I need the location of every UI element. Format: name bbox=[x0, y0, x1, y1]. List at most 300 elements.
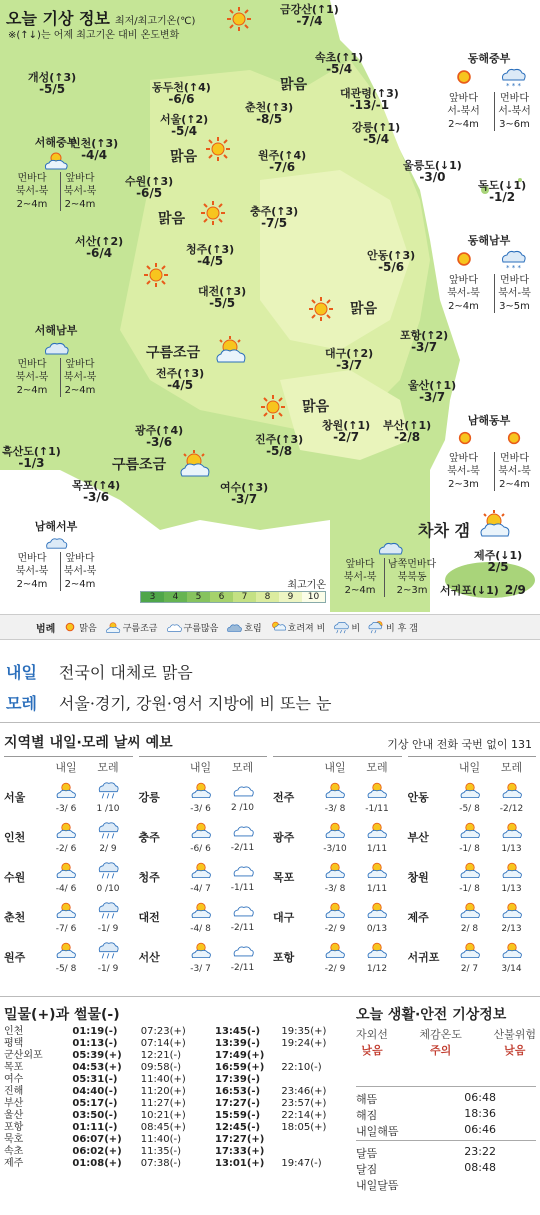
tide-time: 17:39(-) bbox=[214, 1074, 261, 1085]
legend-item: 구름많음 bbox=[166, 621, 219, 634]
forecast-temp-dayafter: 2/ 9 bbox=[99, 844, 117, 854]
forecast-row bbox=[273, 817, 402, 857]
rain-icon bbox=[97, 900, 119, 924]
sea-text: 앞바다 북서-북 2~4m bbox=[60, 358, 97, 397]
city-label: 흑산도(↑1) -1/3 bbox=[2, 445, 61, 470]
partly-cloudy-icon bbox=[190, 900, 212, 924]
forecast-temp-tomorrow: 2/ 8 bbox=[460, 924, 479, 934]
forecast-city: 전주 bbox=[273, 791, 295, 804]
tide-time: 19:24(+) bbox=[281, 1038, 327, 1049]
forecast-temp-tomorrow: -7/ 6 bbox=[55, 924, 77, 934]
city-label: 광주(↑4) -3/6 bbox=[135, 424, 184, 449]
weather-label-clear: 맑음 bbox=[280, 77, 308, 93]
forecast-city: 대전 bbox=[138, 911, 160, 924]
weather-label-clear: 맑음 bbox=[302, 399, 330, 415]
legend-item: 맑음 bbox=[63, 620, 96, 634]
tide-row bbox=[4, 1086, 340, 1098]
forecast-row bbox=[273, 897, 402, 937]
partly-cloudy-icon bbox=[501, 820, 523, 844]
tide-port: 인천 bbox=[4, 1026, 24, 1037]
cloudy-icon bbox=[232, 941, 254, 963]
tide-port: 진해 bbox=[4, 1086, 24, 1097]
overcast-icon bbox=[226, 621, 242, 633]
forecast-city: 원주 bbox=[4, 951, 26, 964]
tide-time: 01:19(-) bbox=[72, 1026, 118, 1037]
cloudy-icon bbox=[377, 538, 403, 556]
city-label: 독도(↓1) -1/2 bbox=[478, 179, 527, 204]
snow-cloud-icon bbox=[500, 248, 526, 272]
tide-time: 01:11(-) bbox=[72, 1122, 118, 1133]
tide-row bbox=[4, 1146, 340, 1158]
forecast-city: 포항 bbox=[273, 951, 295, 964]
forecast-temp-dayafter: 2/13 bbox=[501, 924, 522, 934]
partly-cloudy-icon bbox=[105, 620, 121, 634]
forecast-group bbox=[408, 756, 537, 981]
tide-time: 23:46(+) bbox=[281, 1086, 327, 1097]
forecast-row bbox=[4, 777, 133, 817]
outlook-dayafter-label: 모레 bbox=[6, 694, 37, 713]
rain-icon bbox=[97, 860, 119, 884]
tide-port: 포항 bbox=[4, 1122, 24, 1133]
tide-port: 평택 bbox=[4, 1038, 24, 1049]
forecast-row bbox=[139, 857, 268, 897]
tide-time: 23:57(+) bbox=[281, 1098, 327, 1109]
forecast-city: 목포 bbox=[273, 871, 295, 884]
city-label: 청주(↑3) -4/5 bbox=[186, 243, 235, 268]
legend-title: 범례 bbox=[36, 623, 56, 635]
partly-cloudy-icon bbox=[478, 510, 512, 538]
forecast-row bbox=[139, 937, 268, 977]
tide-time: 11:35(-) bbox=[140, 1146, 181, 1157]
forecast-row bbox=[408, 937, 537, 977]
forecast-temp-dayafter: 1/13 bbox=[501, 844, 522, 854]
tide-time: 06:02(+) bbox=[72, 1146, 122, 1157]
tide-row bbox=[4, 1134, 340, 1146]
city-label: 서산(↑2) -6/4 bbox=[75, 235, 124, 260]
partly-cloudy-icon bbox=[214, 336, 248, 364]
forecast-temp-tomorrow: -1/ 8 bbox=[459, 884, 480, 894]
uv-label: 자외선 bbox=[356, 1028, 388, 1041]
partly-cloudy-icon bbox=[55, 860, 77, 884]
city-label: 여수(↑3) -3/7 bbox=[220, 481, 269, 506]
partly-cloudy-icon bbox=[324, 940, 346, 964]
legend-item: 흐려져 비 bbox=[270, 620, 326, 634]
forecast-row bbox=[4, 897, 133, 937]
fire-value: 낮음 bbox=[504, 1044, 526, 1057]
forecast-grid bbox=[4, 756, 536, 981]
sun-icon bbox=[226, 6, 252, 32]
city-label: 목포(↑4) -3/6 bbox=[72, 479, 121, 504]
forecast-temp-tomorrow: -6/ 6 bbox=[190, 844, 211, 854]
tide-title: 밀물(+)과 썰물(-) bbox=[4, 1007, 120, 1023]
city-label: 진주(↑3) -5/8 bbox=[255, 433, 304, 458]
tide-time: 04:40(-) bbox=[72, 1086, 118, 1097]
forecast-temp-tomorrow: -4/ 6 bbox=[55, 884, 77, 894]
tide-time: 11:40(-) bbox=[140, 1134, 181, 1145]
sun-icon bbox=[260, 394, 286, 420]
tide-port: 제주 bbox=[4, 1158, 24, 1169]
forecast-temp-dayafter: -2/11 bbox=[230, 843, 255, 853]
city-label: 서울(↑2) -5/4 bbox=[160, 113, 209, 138]
forecast-temp-tomorrow: -5/ 8 bbox=[55, 964, 77, 974]
scale-tick: 4 bbox=[164, 592, 187, 602]
tide-port: 묵호 bbox=[4, 1134, 24, 1145]
scale-tick: 10 bbox=[302, 592, 325, 602]
outlook-tomorrow-text: 전국이 대체로 맑음 bbox=[58, 663, 193, 682]
forecast-temp-tomorrow: -5/ 8 bbox=[459, 804, 480, 814]
rain-icon bbox=[333, 620, 349, 634]
sun-icon bbox=[308, 296, 334, 322]
tide-time: 12:45(-) bbox=[214, 1122, 261, 1133]
tide-time: 05:39(+) bbox=[72, 1050, 122, 1061]
forecast-temp-tomorrow: -4/ 8 bbox=[190, 924, 211, 934]
tide-port: 속초 bbox=[4, 1146, 24, 1157]
legend-bar bbox=[0, 614, 540, 640]
partly-cloudy-icon bbox=[324, 900, 346, 924]
sea-forecast: 동해중부 * * * 앞바다 서-북서 2~4m 먼바다 서-북서 3~6m bbox=[447, 52, 531, 130]
tide-port: 울산 bbox=[4, 1110, 24, 1121]
tide-row bbox=[4, 1110, 340, 1122]
forecast-temp-dayafter: 0 /10 bbox=[96, 884, 120, 894]
forecast-temp-dayafter: 1/11 bbox=[366, 844, 388, 854]
temp-unit: 최저/최고기온(℃) bbox=[114, 16, 196, 27]
col-dayafter: 모레 bbox=[97, 761, 119, 774]
city-label: 수원(↑3) -6/5 bbox=[125, 175, 174, 200]
forecast-city: 부산 bbox=[407, 831, 429, 844]
tide-time bbox=[281, 1050, 340, 1062]
partly-cloudy-icon bbox=[366, 820, 388, 844]
forecast-city: 광주 bbox=[273, 831, 295, 844]
forecast-row bbox=[139, 897, 268, 937]
forecast-temp-tomorrow: -3/ 6 bbox=[190, 804, 211, 814]
scale-tick: 6 bbox=[210, 592, 233, 602]
tide-time bbox=[281, 1146, 340, 1158]
forecast-temp-dayafter: 2 /10 bbox=[230, 803, 255, 813]
sun-icon bbox=[454, 428, 476, 448]
forecast-temp-tomorrow: -3/ 8 bbox=[324, 804, 346, 814]
city-label: 안동(↑3) -5/6 bbox=[367, 249, 416, 274]
forecast-temp-dayafter: 1/11 bbox=[366, 884, 388, 894]
partly-cloudy-icon bbox=[55, 780, 77, 804]
forecast-temp-tomorrow: -3/ 7 bbox=[190, 964, 211, 974]
forecast-temp-dayafter: -2/11 bbox=[230, 963, 255, 973]
sun-times: 해뜸 06:48 해짐 18:36 내일해뜸 06:46 bbox=[356, 1086, 536, 1139]
city-label: 부산(↑1) -2/8 bbox=[383, 419, 432, 444]
col-dayafter: 모레 bbox=[366, 761, 388, 774]
tide-port: 목포 bbox=[4, 1062, 24, 1073]
forecast-row bbox=[139, 777, 268, 817]
forecast-city: 춘천 bbox=[4, 911, 26, 924]
cloudy-then-rain-icon bbox=[270, 620, 286, 634]
forecast-temp-tomorrow: 2/ 7 bbox=[460, 964, 479, 974]
tide-time: 19:35(+) bbox=[281, 1026, 327, 1037]
tide-row bbox=[4, 1122, 340, 1134]
city-label: 대관령(↑3) -13/-1 bbox=[340, 87, 399, 112]
city-label: 대구(↑2) -3/7 bbox=[325, 347, 374, 372]
weather-label-partly-cloudy: 구름조금 bbox=[112, 457, 167, 473]
uv-value: 낮음 bbox=[361, 1044, 383, 1057]
partly-cloudy-icon bbox=[366, 900, 388, 924]
tide-time: 12:21(-) bbox=[140, 1050, 181, 1061]
partly-cloudy-icon bbox=[324, 820, 346, 844]
cloudy-icon bbox=[232, 901, 254, 923]
cloudy-icon bbox=[43, 338, 69, 356]
map-header bbox=[6, 6, 195, 29]
scale-tick: 3 bbox=[141, 592, 164, 602]
cloudy-icon bbox=[43, 534, 69, 550]
forecast-row bbox=[139, 817, 268, 857]
col-tomorrow: 내일 bbox=[324, 761, 346, 774]
tide-row bbox=[4, 1050, 340, 1062]
col-dayafter: 모레 bbox=[500, 761, 523, 774]
col-tomorrow: 내일 bbox=[458, 761, 481, 774]
forecast-group bbox=[4, 756, 133, 981]
outlook bbox=[6, 660, 536, 714]
forecast-temp-tomorrow: -2/ 9 bbox=[324, 924, 346, 934]
cloudy-icon bbox=[232, 821, 254, 843]
tide-time: 06:07(+) bbox=[72, 1134, 122, 1145]
forecast-city: 충주 bbox=[138, 831, 160, 844]
partly-cloudy-icon bbox=[459, 940, 481, 964]
moon-times: 달뜸 23:22 달짐 08:48 내일달뜸 bbox=[356, 1140, 536, 1193]
forecast-temp-dayafter: -1/ 9 bbox=[97, 964, 119, 974]
sea-text: 앞바다 서-북서 2~4m bbox=[447, 93, 480, 130]
tide-port: 부산 bbox=[4, 1098, 24, 1109]
city-label: 속초(↑1) -5/4 bbox=[315, 51, 364, 76]
forecast-row bbox=[4, 857, 133, 897]
tide-time: 11:20(+) bbox=[140, 1086, 186, 1097]
scale-tick: 9 bbox=[279, 592, 302, 602]
weather-label-clear: 맑음 bbox=[170, 149, 198, 165]
forecast-temp-tomorrow: -2/ 6 bbox=[55, 844, 77, 854]
tide-time: 16:53(-) bbox=[214, 1086, 261, 1097]
sea-forecast: 남해서부 먼바다 북서-북 2~4m 앞바다 북서-북 2~4m bbox=[15, 520, 97, 590]
sea-text: 먼바다 북서-북 3~5m bbox=[494, 274, 531, 313]
forecast-row bbox=[408, 817, 537, 857]
partly-cloudy-icon bbox=[55, 900, 77, 924]
sun-icon bbox=[453, 248, 475, 270]
forecast-city: 서귀포 bbox=[407, 951, 440, 964]
tide-time: 17:49(+) bbox=[214, 1050, 265, 1061]
tide-row bbox=[4, 1026, 340, 1038]
partly-cloudy-icon bbox=[55, 940, 77, 964]
forecast-city: 강릉 bbox=[138, 791, 160, 804]
forecast-city: 청주 bbox=[138, 871, 160, 884]
forecast-temp-tomorrow: -4/ 7 bbox=[190, 884, 211, 894]
scale-tick: 7 bbox=[233, 592, 256, 602]
tide-time: 17:33(+) bbox=[214, 1146, 265, 1157]
sea-text: 먼바다 북서-북 2~4m bbox=[15, 173, 49, 210]
sun-icon bbox=[63, 620, 77, 634]
col-tomorrow: 내일 bbox=[189, 761, 212, 774]
tide-time: 15:59(-) bbox=[214, 1110, 261, 1121]
sea-forecast: 동해남부 * * * 앞바다 북서-북 2~4m 먼바다 북서-북 3~5m bbox=[447, 234, 531, 312]
sea-text: 앞바다 북서-북 2~4m bbox=[343, 559, 377, 596]
tide-time: 08:45(+) bbox=[140, 1122, 186, 1133]
weather-label-partly-cloudy: 구름조금 bbox=[146, 345, 201, 361]
sea-forecast: 서해남부 먼바다 북서-북 2~4m 앞바다 북서-북 2~4m bbox=[15, 324, 97, 396]
partly-cloudy-icon bbox=[190, 780, 212, 804]
tide-row bbox=[4, 1158, 340, 1170]
sea-text: 앞바다 북서-북 2~4m bbox=[447, 275, 480, 312]
city-label: 인천(↑3) -4/4 bbox=[70, 137, 119, 162]
forecast-temp-dayafter: 1/12 bbox=[366, 964, 388, 974]
tide-row bbox=[4, 1038, 340, 1050]
forecast-temp-dayafter: -1/ 9 bbox=[97, 924, 119, 934]
sea-forecast bbox=[340, 538, 440, 597]
forecast-group bbox=[273, 756, 402, 981]
legend-item: 흐림 bbox=[226, 621, 261, 634]
tide-time: 11:40(+) bbox=[140, 1074, 186, 1085]
rain-then-clear-icon bbox=[368, 620, 384, 634]
tide-time: 18:05(+) bbox=[281, 1122, 327, 1133]
cloudy-icon bbox=[232, 781, 254, 803]
tide-time: 22:14(+) bbox=[281, 1110, 327, 1121]
cloudy-icon bbox=[232, 861, 254, 883]
forecast-phone: 기상 안내 전화 국번 없이 131 bbox=[387, 738, 532, 751]
city-label: 창원(↑1) -2/7 bbox=[322, 419, 371, 444]
sea-text: 앞바다 북서-북 2~4m bbox=[60, 552, 97, 591]
forecast-city: 창원 bbox=[407, 871, 429, 884]
sea-text: 먼바다 서-북서 3~6m bbox=[494, 92, 531, 131]
tide-time: 16:59(+) bbox=[214, 1062, 265, 1073]
scale-tick: 8 bbox=[256, 592, 279, 602]
partly-cloudy-icon bbox=[459, 860, 481, 884]
outlook-dayafter-text: 서울·경기, 강원·영서 지방에 비 또는 눈 bbox=[58, 694, 332, 713]
partly-cloudy-icon bbox=[55, 820, 77, 844]
sun-icon bbox=[453, 66, 475, 88]
tide-time: 13:39(-) bbox=[214, 1038, 261, 1049]
sun-icon bbox=[503, 428, 525, 448]
partly-cloudy-icon bbox=[190, 940, 212, 964]
tide-time: 05:31(-) bbox=[72, 1074, 118, 1085]
city-label: 울산(↑1) -3/7 bbox=[408, 379, 457, 404]
feels-label: 체감온도 bbox=[419, 1028, 462, 1041]
forecast-row bbox=[408, 857, 537, 897]
tide-row bbox=[4, 1098, 340, 1110]
forecast-group bbox=[139, 756, 268, 981]
forecast-temp-dayafter: 1/13 bbox=[501, 884, 522, 894]
forecast-city: 서산 bbox=[138, 951, 160, 964]
sea-text: 먼바다 북서-북 2~4m bbox=[15, 553, 49, 590]
city-label: 동두천(↑4) -6/6 bbox=[152, 81, 211, 106]
partly-cloudy-icon bbox=[501, 860, 523, 884]
tide-time: 17:27(+) bbox=[214, 1134, 265, 1145]
tide-time: 01:13(-) bbox=[72, 1038, 118, 1049]
forecast-temp-tomorrow: -2/ 9 bbox=[324, 964, 346, 974]
city-label: 서귀포(↓1) 2/9 bbox=[440, 583, 526, 597]
life-index bbox=[356, 1026, 536, 1058]
city-label: 포항(↑2) -3/7 bbox=[400, 329, 449, 354]
forecast-row bbox=[4, 937, 133, 977]
partly-cloudy-icon bbox=[178, 450, 212, 478]
col-dayafter: 모레 bbox=[231, 761, 254, 774]
forecast-temp-dayafter: 0/13 bbox=[366, 924, 388, 934]
partly-cloudy-icon bbox=[366, 780, 388, 804]
forecast-city: 서울 bbox=[4, 791, 26, 804]
tide-time: 05:17(-) bbox=[72, 1098, 118, 1109]
sea-text: 먼바다 북서-북 2~4m bbox=[494, 452, 531, 491]
forecast-temp-dayafter: 1 /10 bbox=[96, 804, 120, 814]
rain-icon bbox=[97, 820, 119, 844]
forecast-city: 안동 bbox=[407, 791, 429, 804]
partly-cloudy-icon bbox=[501, 940, 523, 964]
city-label: 개성(↑3) -5/5 bbox=[28, 71, 77, 96]
forecast-city: 수원 bbox=[4, 871, 26, 884]
sea-forecast: 서해중부 먼바다 북서-북 2~4m 앞바다 북서-북 2~4m bbox=[15, 136, 97, 210]
map-note: ※(↑↓)는 어제 최고기온 대비 온도변화 bbox=[8, 30, 180, 41]
partly-cloudy-icon bbox=[366, 940, 388, 964]
forecast-row bbox=[273, 857, 402, 897]
sun-icon bbox=[205, 136, 231, 162]
snow-cloud-icon bbox=[500, 66, 526, 90]
svg-text:* * *: * * * bbox=[505, 264, 521, 272]
partly-cloudy-icon bbox=[366, 860, 388, 884]
tide-time: 07:38(-) bbox=[140, 1158, 181, 1169]
tide-time bbox=[281, 1134, 340, 1146]
tide-time: 07:14(+) bbox=[140, 1038, 186, 1049]
tide-time: 17:27(-) bbox=[214, 1098, 261, 1109]
partly-cloudy-icon bbox=[501, 780, 523, 804]
city-label: 제주(↓1) 2/5 bbox=[474, 549, 523, 574]
city-label: 원주(↑4) -7/6 bbox=[258, 149, 307, 174]
sea-forecast: 남해동부 앞바다 북서-북 2~3m 먼바다 북서-북 2~4m bbox=[447, 414, 531, 490]
fire-label: 산불위험 bbox=[493, 1028, 536, 1041]
partly-cloudy-icon bbox=[43, 150, 69, 170]
scale-label: 최고기온 bbox=[287, 580, 326, 591]
sun-icon bbox=[200, 200, 226, 226]
weather-label-clearing: 차차 갬 bbox=[418, 521, 470, 540]
partly-cloudy-icon bbox=[459, 780, 481, 804]
scale-tick: 5 bbox=[187, 592, 210, 602]
forecast-temp-dayafter: -2/11 bbox=[230, 923, 255, 933]
city-label: 강릉(↑1) -5/4 bbox=[352, 121, 401, 146]
legend-item: 비 bbox=[333, 620, 360, 634]
temp-scale bbox=[140, 576, 326, 603]
rain-icon bbox=[97, 780, 119, 804]
tide-time: 03:50(-) bbox=[72, 1110, 118, 1121]
sea-text: 앞바다 북서-북 2~3m bbox=[447, 453, 480, 490]
tide-time: 07:23(+) bbox=[140, 1026, 186, 1037]
tide-time: 10:21(+) bbox=[140, 1110, 186, 1121]
forecast-temp-tomorrow: -3/10 bbox=[323, 844, 347, 854]
city-label: 금강산(↑1) -7/4 bbox=[280, 3, 339, 28]
col-tomorrow: 내일 bbox=[55, 761, 77, 774]
tide-port: 군산외포 bbox=[4, 1050, 43, 1061]
forecast-temp-dayafter: 3/14 bbox=[501, 964, 522, 974]
sea-text: 먼바다 북서-북 2~4m bbox=[15, 359, 49, 396]
svg-text:* * *: * * * bbox=[505, 82, 521, 90]
tide-time: 09:58(-) bbox=[140, 1062, 181, 1073]
tide-time: 22:10(-) bbox=[281, 1062, 322, 1073]
forecast-row bbox=[408, 777, 537, 817]
forecast-temp-tomorrow: -1/ 8 bbox=[459, 844, 480, 854]
city-label: 춘천(↑3) -8/5 bbox=[245, 101, 294, 126]
forecast-temp-dayafter: -1/11 bbox=[230, 883, 255, 893]
partly-cloudy-icon bbox=[501, 900, 523, 924]
partly-cloudy-icon bbox=[459, 900, 481, 924]
tide-time: 13:45(-) bbox=[214, 1026, 261, 1037]
tide-time: 04:53(+) bbox=[72, 1062, 122, 1073]
tide-time: 01:08(+) bbox=[72, 1158, 122, 1169]
city-label: 충주(↑3) -7/5 bbox=[250, 205, 299, 230]
partly-cloudy-icon bbox=[459, 820, 481, 844]
legend-item: 구름조금 bbox=[105, 620, 158, 634]
sea-text: 앞바다 북서-북 2~4m bbox=[60, 172, 97, 211]
forecast-city: 제주 bbox=[407, 911, 429, 924]
sea-text: 남쪽먼바다 북북동 2~3m bbox=[384, 558, 436, 597]
tide-table bbox=[4, 1026, 340, 1170]
